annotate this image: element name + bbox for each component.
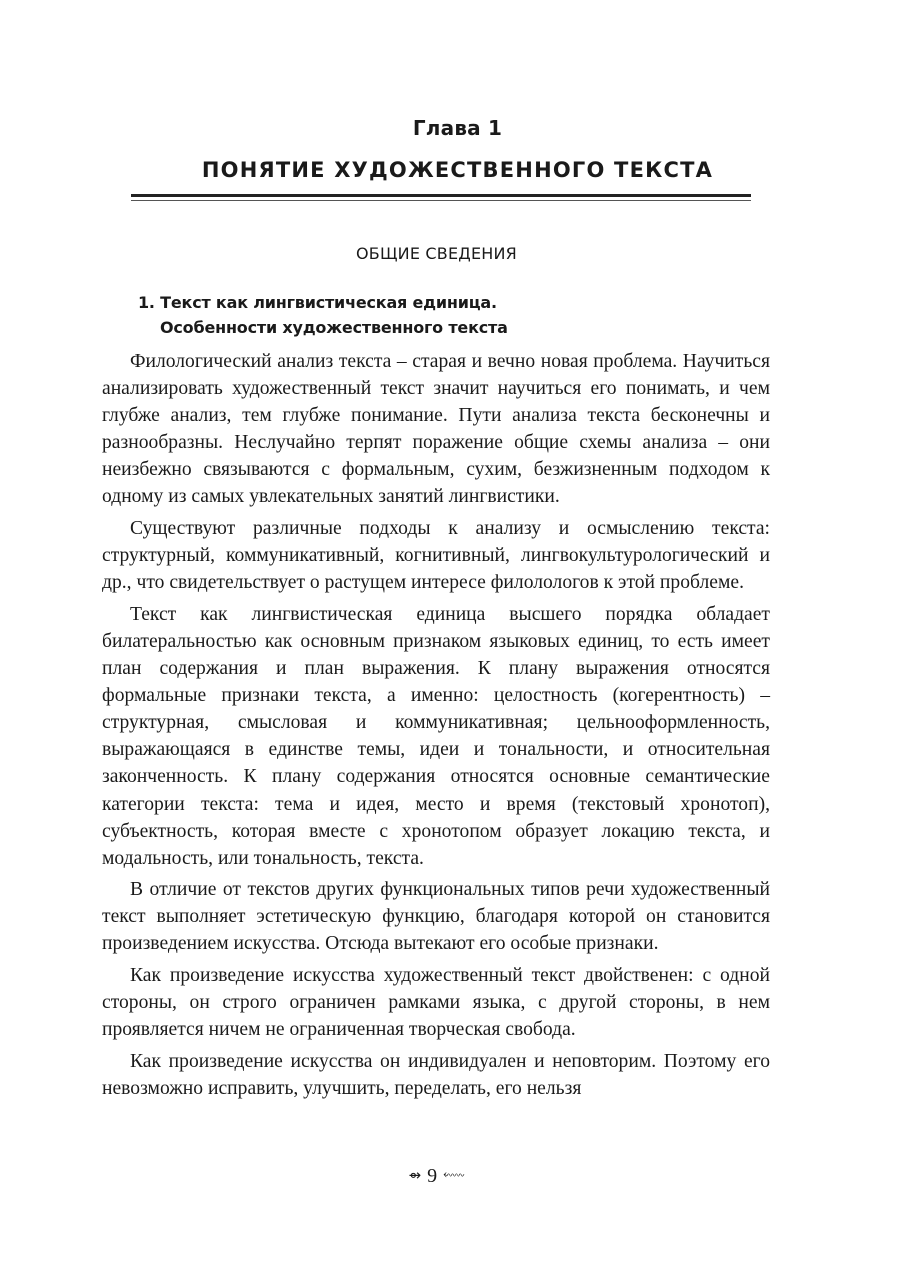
title-rule-thick: [131, 194, 751, 197]
ornament-right-icon: ⬳: [443, 1166, 465, 1184]
section-title: ОБЩИЕ СВЕДЕНИЯ: [355, 244, 518, 263]
paragraph-3: Текст как лингвистическая единица высшего порядка обладает билатеральностью как основным признаком языковых единиц, то есть имеет план содержания и план выражения. К плану выражения относятся формальные признаки текста, а именно: целостность (когерентность) – структурная, смысловая и коммуникативная; цельнооформленность, выражающаяся в единстве темы, идеи и тональности, и относительная законченность. К плану содержания относятся основные семантические категории текста: тема и идея, место и время (текстовый хронотоп), субъектность, которая вместе с хронотопом образует локацию текста, и модальность, или тональность, текста.: [102, 603, 770, 869]
paragraph-5: Как произведение искусства художественный текст двойственен: с одной стороны, он строго ограничен рамками языка, с другой стороны, в нем проявляется ничем не ограниченная творческая свобода.: [102, 965, 770, 1041]
paragraph-6: Как произведение искусства он индивидуален и неповторим. Поэтому его невозможно исправить, улучшить, переделать, его нельзя: [102, 1050, 770, 1099]
title-rule-thin: [131, 200, 751, 201]
subsection-heading-line-1: 1. Текст как лингвистическая единица.: [138, 293, 497, 312]
body-text: [102, 348, 770, 1107]
chapter-title: ПОНЯТИЕ ХУДОЖЕСТВЕННОГО ТЕКСТА: [201, 158, 714, 182]
paragraph-1: Филологический анализ текста – старая и вечно новая проблема. Научиться анализировать художественный текст значит научиться его понимать, и чем глубже анализ, тем глубже понимание. Пути анализа текста бесконечны и разнообразны. Неслучайно терпят поражение общие схемы анализа – они неизбежно связываются с формальным, сухим, безжизненным подходом к одному из самых увлекательных занятий лингвистики.: [102, 351, 770, 508]
subsection-heading: [138, 290, 508, 340]
page-number: 9: [427, 1165, 438, 1187]
subsection-heading-line-2: Особенности художественного текста: [160, 318, 508, 337]
ornament-left-icon: ⇴: [408, 1166, 422, 1184]
chapter-label: Глава 1: [412, 116, 503, 140]
page-footer: [0, 1165, 873, 1188]
paragraph-2: Существуют различные подходы к анализу и осмыслению текста: структурный, коммуникативный, когнитивный, лингвокультурологический и др., что свидетельствует о растущем интересе филолологов к этой проблеме.: [102, 518, 770, 594]
paragraph-4: В отличие от текстов других функциональных типов речи художественный текст выполняет эстетическую функцию, благодаря которой он становится произведением искусства. Отсюда вытекают его особые признаки.: [102, 879, 770, 955]
